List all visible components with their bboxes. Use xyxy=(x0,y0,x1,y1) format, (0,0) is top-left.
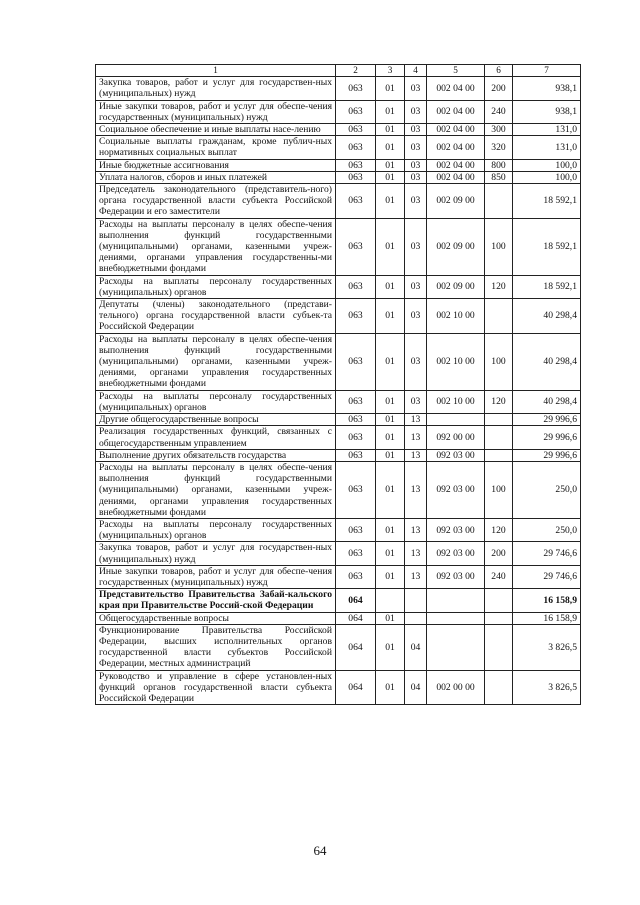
subsection-cell: 03 xyxy=(405,159,427,171)
header-cell: 2 xyxy=(336,65,376,77)
row-name-cell: Представительство Правительства Забай-кальского края при Правительстве Россий-ской Федерации xyxy=(96,589,336,612)
row-name-cell: Иные закупки товаров, работ и услуг для обеспе-чения государственных (муниципальных) нужд xyxy=(96,565,336,588)
subsection-cell xyxy=(405,589,427,612)
expense-type-cell xyxy=(485,426,513,449)
target-article-cell xyxy=(427,589,485,612)
target-article-cell: 092 00 00 xyxy=(427,426,485,449)
row-name-cell: Расходы на выплаты персоналу в целях обеспе-чения выполнения функций государственными (муниципальными) органами, казенными учреж-дениями, органами управления государственны-ми внебюджетными фондами xyxy=(96,218,336,275)
admin-code-cell: 063 xyxy=(336,414,376,426)
amount-cell: 29 996,6 xyxy=(513,426,581,449)
amount-cell: 40 298,4 xyxy=(513,390,581,413)
amount-cell: 16 158,9 xyxy=(513,589,581,612)
section-cell: 01 xyxy=(376,624,405,670)
header-cell: 3 xyxy=(376,65,405,77)
subsection-cell xyxy=(405,612,427,624)
admin-code-cell: 063 xyxy=(336,449,376,461)
target-article-cell: 002 04 00 xyxy=(427,159,485,171)
row-name-cell: Общегосударственные вопросы xyxy=(96,612,336,624)
admin-code-cell: 064 xyxy=(336,624,376,670)
table-row xyxy=(96,390,581,413)
section-cell: 01 xyxy=(376,275,405,298)
target-article-cell: 002 00 00 xyxy=(427,670,485,705)
admin-code-cell: 063 xyxy=(336,461,376,518)
amount-cell: 29 996,6 xyxy=(513,414,581,426)
target-article-cell: 002 04 00 xyxy=(427,124,485,136)
admin-code-cell: 063 xyxy=(336,136,376,159)
table-row xyxy=(96,124,581,136)
subsection-cell: 04 xyxy=(405,624,427,670)
row-name-cell: Выполнение других обязательств государства xyxy=(96,449,336,461)
subsection-cell: 13 xyxy=(405,414,427,426)
expense-type-cell: 200 xyxy=(485,542,513,565)
amount-cell: 3 826,5 xyxy=(513,670,581,705)
expense-type-cell: 120 xyxy=(485,275,513,298)
row-name-cell: Закупка товаров, работ и услуг для государствен-ных (муниципальных) нужд xyxy=(96,542,336,565)
section-cell: 01 xyxy=(376,542,405,565)
target-article-cell: 002 04 00 xyxy=(427,77,485,100)
target-article-cell: 002 10 00 xyxy=(427,299,485,334)
admin-code-cell: 063 xyxy=(336,333,376,390)
amount-cell: 131,0 xyxy=(513,124,581,136)
amount-cell: 18 592,1 xyxy=(513,275,581,298)
subsection-cell: 03 xyxy=(405,100,427,123)
section-cell: 01 xyxy=(376,218,405,275)
amount-cell: 938,1 xyxy=(513,77,581,100)
amount-cell: 131,0 xyxy=(513,136,581,159)
section-cell: 01 xyxy=(376,184,405,219)
expense-type-cell: 120 xyxy=(485,390,513,413)
subsection-cell: 13 xyxy=(405,449,427,461)
table-row xyxy=(96,624,581,670)
admin-code-cell: 064 xyxy=(336,612,376,624)
amount-cell: 40 298,4 xyxy=(513,333,581,390)
expense-type-cell: 200 xyxy=(485,77,513,100)
section-cell xyxy=(376,589,405,612)
header-cell: 1 xyxy=(96,65,336,77)
subsection-cell: 04 xyxy=(405,670,427,705)
section-cell: 01 xyxy=(376,333,405,390)
admin-code-cell: 063 xyxy=(336,299,376,334)
table-row xyxy=(96,184,581,219)
subsection-cell: 13 xyxy=(405,542,427,565)
section-cell: 01 xyxy=(376,670,405,705)
expense-type-cell xyxy=(485,414,513,426)
row-name-cell: Реализация государственных функций, связанных с общегосударственным управлением xyxy=(96,426,336,449)
subsection-cell: 03 xyxy=(405,275,427,298)
amount-cell: 250,0 xyxy=(513,518,581,541)
table-row xyxy=(96,461,581,518)
target-article-cell: 002 04 00 xyxy=(427,136,485,159)
row-name-cell: Расходы на выплаты персоналу государственных (муниципальных) органов xyxy=(96,275,336,298)
target-article-cell: 092 03 00 xyxy=(427,565,485,588)
subsection-cell: 03 xyxy=(405,218,427,275)
subsection-cell: 03 xyxy=(405,390,427,413)
amount-cell: 18 592,1 xyxy=(513,184,581,219)
amount-cell: 3 826,5 xyxy=(513,624,581,670)
section-cell: 01 xyxy=(376,461,405,518)
subsection-cell: 03 xyxy=(405,136,427,159)
amount-cell: 16 158,9 xyxy=(513,612,581,624)
expense-type-cell: 240 xyxy=(485,100,513,123)
row-name-cell: Расходы на выплаты персоналу государственных (муниципальных) органов xyxy=(96,518,336,541)
amount-cell: 250,0 xyxy=(513,461,581,518)
amount-cell: 29 746,6 xyxy=(513,542,581,565)
admin-code-cell: 063 xyxy=(336,77,376,100)
header-cell: 5 xyxy=(427,65,485,77)
table-row xyxy=(96,518,581,541)
subsection-cell: 03 xyxy=(405,299,427,334)
table-row xyxy=(96,77,581,100)
amount-cell: 18 592,1 xyxy=(513,218,581,275)
section-cell: 01 xyxy=(376,414,405,426)
expense-type-cell xyxy=(485,449,513,461)
row-name-cell: Социальное обеспечение и иные выплаты насе-лению xyxy=(96,124,336,136)
subsection-cell: 13 xyxy=(405,461,427,518)
expense-type-cell: 300 xyxy=(485,124,513,136)
header-cell: 6 xyxy=(485,65,513,77)
expense-type-cell xyxy=(485,184,513,219)
table-row xyxy=(96,589,581,612)
target-article-cell xyxy=(427,624,485,670)
budget-table xyxy=(95,64,581,705)
expense-type-cell: 100 xyxy=(485,333,513,390)
section-cell: 01 xyxy=(376,100,405,123)
row-name-cell: Закупка товаров, работ и услуг для государствен-ных (муниципальных) нужд xyxy=(96,77,336,100)
target-article-cell: 002 04 00 xyxy=(427,171,485,183)
expense-type-cell xyxy=(485,589,513,612)
row-name-cell: Руководство и управление в сфере установлен-ных функций органов государственной власти субъекта Российской Федерации xyxy=(96,670,336,705)
admin-code-cell: 064 xyxy=(336,589,376,612)
admin-code-cell: 063 xyxy=(336,100,376,123)
admin-code-cell: 063 xyxy=(336,390,376,413)
admin-code-cell: 063 xyxy=(336,171,376,183)
row-name-cell: Функционирование Правительства Российской Федерации, высших исполнительных органов государственной власти субъектов Российской Федерации, местных администраций xyxy=(96,624,336,670)
section-cell: 01 xyxy=(376,612,405,624)
target-article-cell xyxy=(427,414,485,426)
header-cell: 7 xyxy=(513,65,581,77)
row-name-cell: Расходы на выплаты персоналу в целях обеспе-чения выполнения функций государственными (муниципальными) органами, казенными учреж-дениями, органами управления государственных внебюджетными фондами xyxy=(96,461,336,518)
expense-type-cell: 120 xyxy=(485,518,513,541)
subsection-cell: 03 xyxy=(405,171,427,183)
expense-type-cell xyxy=(485,612,513,624)
amount-cell: 100,0 xyxy=(513,159,581,171)
row-name-cell: Расходы на выплаты персоналу в целях обеспе-чения выполнения функций государственными (муниципальными) органами, казенными учреж-дениями, органами управления государственных внебюджетными фондами xyxy=(96,333,336,390)
admin-code-cell: 063 xyxy=(336,426,376,449)
admin-code-cell: 063 xyxy=(336,275,376,298)
expense-type-cell: 100 xyxy=(485,218,513,275)
subsection-cell: 03 xyxy=(405,77,427,100)
expense-type-cell xyxy=(485,299,513,334)
admin-code-cell: 063 xyxy=(336,218,376,275)
table-row xyxy=(96,171,581,183)
row-name-cell: Иные закупки товаров, работ и услуг для обеспе-чения государственных (муниципальных) нужд xyxy=(96,100,336,123)
header-cell: 4 xyxy=(405,65,427,77)
target-article-cell: 092 03 00 xyxy=(427,461,485,518)
expense-type-cell: 100 xyxy=(485,461,513,518)
page-number: 64 xyxy=(313,843,327,858)
table-header-row xyxy=(96,65,581,77)
section-cell: 01 xyxy=(376,426,405,449)
section-cell: 01 xyxy=(376,136,405,159)
expense-type-cell: 320 xyxy=(485,136,513,159)
table-row xyxy=(96,542,581,565)
section-cell: 01 xyxy=(376,565,405,588)
target-article-cell: 092 03 00 xyxy=(427,518,485,541)
table-row xyxy=(96,299,581,334)
row-name-cell: Уплата налогов, сборов и иных платежей xyxy=(96,171,336,183)
subsection-cell: 13 xyxy=(405,426,427,449)
target-article-cell: 002 09 00 xyxy=(427,184,485,219)
admin-code-cell: 063 xyxy=(336,565,376,588)
section-cell: 01 xyxy=(376,171,405,183)
subsection-cell: 03 xyxy=(405,124,427,136)
subsection-cell: 13 xyxy=(405,518,427,541)
section-cell: 01 xyxy=(376,159,405,171)
section-cell: 01 xyxy=(376,390,405,413)
amount-cell: 29 996,6 xyxy=(513,449,581,461)
expense-type-cell xyxy=(485,624,513,670)
expense-type-cell xyxy=(485,670,513,705)
expense-type-cell: 850 xyxy=(485,171,513,183)
table-row xyxy=(96,426,581,449)
row-name-cell: Депутаты (члены) законодательного (представи-тельного) органа государственной власти субъек-та Российской Федерации xyxy=(96,299,336,334)
admin-code-cell: 063 xyxy=(336,159,376,171)
table-row xyxy=(96,333,581,390)
row-name-cell: Председатель законодательного (представитель-ного) органа государственной власти субъекта Российской Федерации и его заместители xyxy=(96,184,336,219)
section-cell: 01 xyxy=(376,518,405,541)
admin-code-cell: 063 xyxy=(336,184,376,219)
target-article-cell xyxy=(427,612,485,624)
row-name-cell: Другие общегосударственные вопросы xyxy=(96,414,336,426)
row-name-cell: Социальные выплаты гражданам, кроме публич-ных нормативных социальных выплат xyxy=(96,136,336,159)
target-article-cell: 002 09 00 xyxy=(427,218,485,275)
table-row xyxy=(96,565,581,588)
table-row xyxy=(96,670,581,705)
target-article-cell: 002 04 00 xyxy=(427,100,485,123)
subsection-cell: 03 xyxy=(405,184,427,219)
table-row xyxy=(96,218,581,275)
target-article-cell: 002 09 00 xyxy=(427,275,485,298)
section-cell: 01 xyxy=(376,299,405,334)
subsection-cell: 03 xyxy=(405,333,427,390)
target-article-cell: 002 10 00 xyxy=(427,333,485,390)
admin-code-cell: 063 xyxy=(336,542,376,565)
amount-cell: 40 298,4 xyxy=(513,299,581,334)
table-row xyxy=(96,136,581,159)
expense-type-cell: 240 xyxy=(485,565,513,588)
amount-cell: 100,0 xyxy=(513,171,581,183)
section-cell: 01 xyxy=(376,124,405,136)
subsection-cell: 13 xyxy=(405,565,427,588)
row-name-cell: Иные бюджетные ассигнования xyxy=(96,159,336,171)
expense-type-cell: 800 xyxy=(485,159,513,171)
table-row xyxy=(96,414,581,426)
target-article-cell: 092 03 00 xyxy=(427,542,485,565)
amount-cell: 29 746,6 xyxy=(513,565,581,588)
admin-code-cell: 063 xyxy=(336,518,376,541)
table-row xyxy=(96,449,581,461)
admin-code-cell: 064 xyxy=(336,670,376,705)
target-article-cell: 092 03 00 xyxy=(427,449,485,461)
amount-cell: 938,1 xyxy=(513,100,581,123)
row-name-cell: Расходы на выплаты персоналу государственных (муниципальных) органов xyxy=(96,390,336,413)
table-row xyxy=(96,159,581,171)
section-cell: 01 xyxy=(376,77,405,100)
admin-code-cell: 063 xyxy=(336,124,376,136)
section-cell: 01 xyxy=(376,449,405,461)
target-article-cell: 002 10 00 xyxy=(427,390,485,413)
table-row xyxy=(96,275,581,298)
budget-table-body xyxy=(96,65,581,705)
table-row xyxy=(96,612,581,624)
table-row xyxy=(96,100,581,123)
